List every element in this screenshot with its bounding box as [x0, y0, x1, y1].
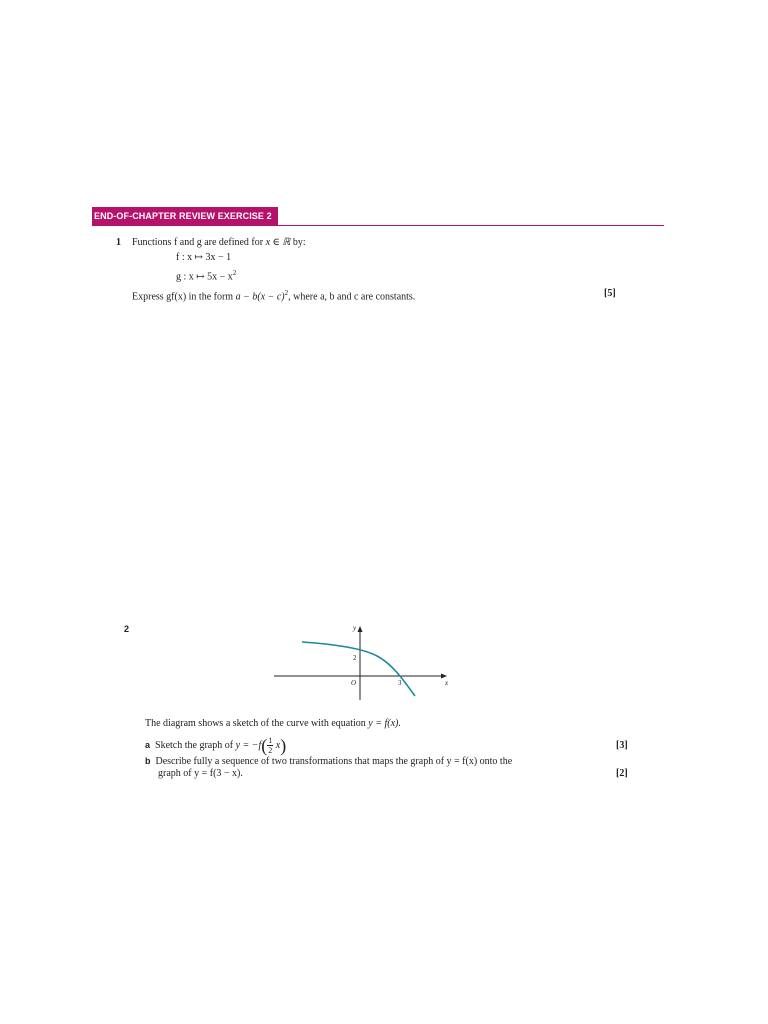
- q2-part-a-lparen: (: [261, 735, 268, 756]
- q2-part-a-eq: y = −f: [235, 740, 262, 751]
- q2-part-a-var: x: [275, 740, 281, 751]
- q1-f-definition: f : x ↦ 3x − 1: [176, 252, 232, 263]
- q1-intro-text: Functions f and g are defined for: [132, 237, 264, 248]
- q2-part-a-text: Sketch the graph of: [155, 740, 234, 751]
- q1-intro-end: by:: [292, 237, 306, 248]
- q1-domain: x ∈ ℝ: [265, 237, 291, 248]
- q2-part-b-line2: graph of y = f(3 − x).: [158, 768, 243, 779]
- q1-g-definition: [176, 267, 236, 283]
- q1-marks: [5]: [604, 288, 616, 299]
- x-axis-arrow: [441, 674, 447, 679]
- question-1-number: 1: [116, 237, 121, 248]
- q1-g-exp: 2: [232, 269, 237, 277]
- chapter-header: END-OF-CHAPTER REVIEW EXERCISE 2: [92, 207, 278, 226]
- fraction-bottom: 2: [268, 746, 273, 756]
- q2-intro-eq: y = f(x).: [368, 718, 401, 729]
- curve-diagram: [272, 622, 452, 702]
- curve-f: [302, 642, 415, 696]
- y-intercept-label: 2: [353, 654, 357, 662]
- q2-part-b-label: b: [145, 756, 151, 766]
- q2-intro-text: The diagram shows a sketch of the curve with equation: [145, 718, 366, 729]
- q1-g-main: g : x ↦ 5x − x: [176, 271, 233, 283]
- q2-part-b: [145, 755, 512, 768]
- q2-part-a-rparen: ): [280, 735, 287, 756]
- x-axis-label: x: [445, 679, 449, 687]
- fraction-top: 1: [268, 736, 273, 746]
- question-2-number: 2: [124, 624, 130, 634]
- y-axis-arrow: [358, 626, 363, 632]
- q1-task: [132, 287, 415, 303]
- q1-task-form: a − b(x − c): [235, 291, 285, 303]
- q1-task-b: , where a, b and c are constants.: [288, 291, 416, 303]
- x-intercept-label: 3: [398, 679, 402, 687]
- y-axis-label: y: [353, 624, 357, 632]
- question-1-intro: [132, 237, 306, 249]
- q1-task-form-exp: 2: [284, 289, 289, 297]
- origin-label: O: [351, 679, 357, 687]
- q2-intro: [145, 718, 401, 730]
- q2-part-a: [145, 736, 286, 755]
- q2-part-b-line1: Describe fully a sequence of two transformations that maps the graph of y = f(x) onto the: [155, 756, 513, 767]
- q2-part-b-marks: [2]: [616, 768, 628, 779]
- header-rule: [92, 225, 664, 226]
- q1-task-a: Express gf(x) in the form: [132, 291, 234, 303]
- q2-part-a-label: a: [145, 740, 151, 750]
- q2-part-a-marks: [3]: [616, 740, 628, 751]
- q2-part-a-fraction: [267, 736, 273, 755]
